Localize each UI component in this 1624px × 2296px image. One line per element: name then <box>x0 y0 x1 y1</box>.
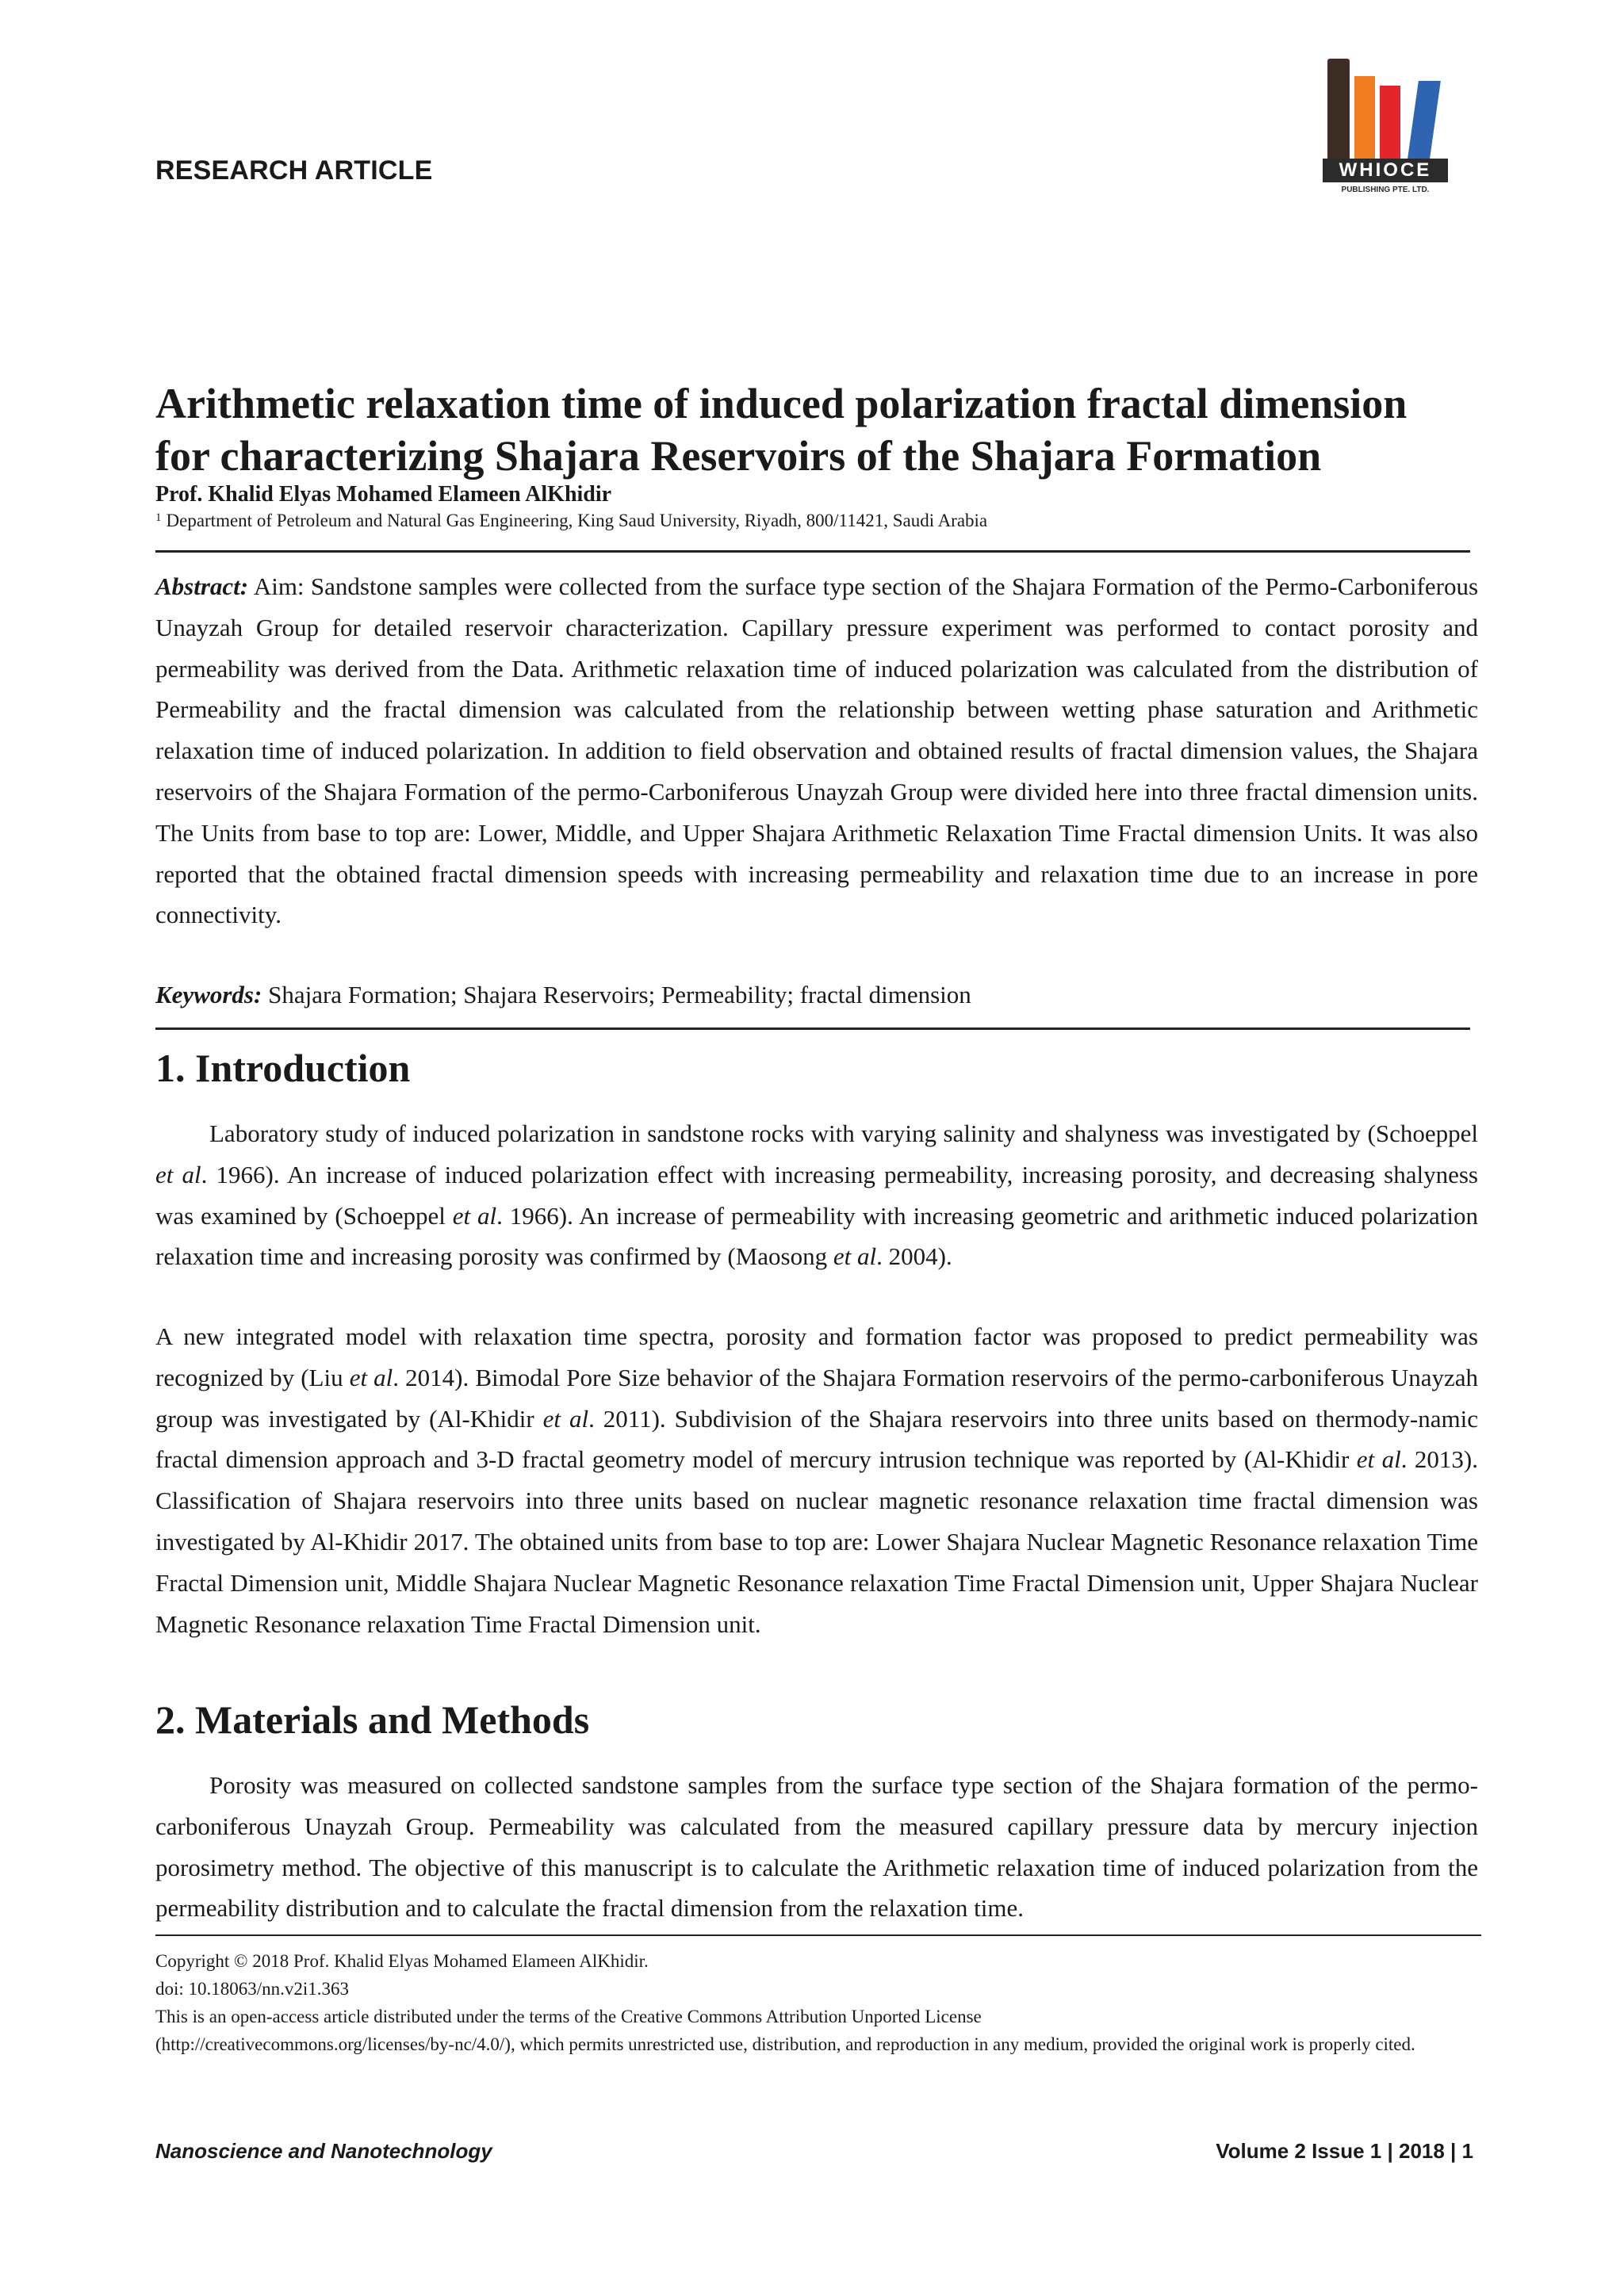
text-run: . 2014). Bimodal Pore Size behavior of the Shajara Formation reservoirs of the permo-carboniferous Unayzah group was investigated by (Al-Khidir <box>155 1363 1478 1433</box>
divider-footnote <box>155 1934 1481 1936</box>
introduction-paragraph-1 <box>155 1113 1478 1277</box>
abstract-lead: Abstract: <box>155 572 249 600</box>
keywords-text: Shajara Formation; Shajara Reservoirs; Permeability; fractal dimension <box>268 981 971 1008</box>
divider-keywords <box>155 1027 1470 1030</box>
footer-journal-name: Nanoscience and Nanotechnology <box>155 2139 492 2163</box>
citation-etal: et al <box>349 1363 393 1391</box>
article-type-label: RESEARCH ARTICLE <box>155 155 433 186</box>
abstract <box>155 566 1478 936</box>
license-line-1: This is an open-access article distributed under the terms of the Creative Commons Attribution Unported License <box>155 2007 982 2026</box>
copyright-footnote <box>155 1947 1481 2058</box>
text-run: . 2013). Classification of Shajara reservoirs into three units based on nuclear magnetic resonance relaxation time fractal dimension was investigated by Al-Khidir 2017. The obtained units from base to top are: Lower Shajara Nuclear Magnetic Resonance relaxation Time Fractal Dimension unit, Middle Shajara Nuclear Magnetic Resonance relaxation Time Fractal Dimension unit, Upper Shajara Nuclear Magnetic Resonance relaxation Time Fractal Dimension unit. <box>155 1445 1478 1638</box>
text-run: A new integrated model with relaxation time spectra, porosity and formation factor was proposed to predict permeability was recognized by (Liu <box>155 1322 1478 1391</box>
publisher-logo <box>1323 57 1450 200</box>
logo-wordmark: WHIOCE <box>1323 159 1448 182</box>
citation-etal: et al <box>833 1242 877 1271</box>
citation-etal: et al <box>155 1160 201 1188</box>
keywords <box>155 974 971 1015</box>
author-affiliation <box>155 511 987 531</box>
citation-etal: et al <box>1356 1445 1401 1474</box>
license-line-2: (http://creativecommons.org/licenses/by-nc/4.0/), which permits unrestricted use, distribution, and reproduction in any medium, provided the original work is properly cited. <box>155 2034 1415 2054</box>
methods-paragraph-1: Porosity was measured on collected sandstone samples from the surface type section of the Shajara formation of the permo-carboniferous Unayzah Group. Permeability was calculated from the measured capillary pressure data by mercury injection porosimetry method. The objective of this manuscript is to calculate the Arithmetic relaxation time of induced polarization from the permeability distribution and to calculate the fractal dimension from the relaxation time. <box>155 1771 1478 1923</box>
text-run: . 1966). An increase of permeability with increasing geometric and arithmetic induced polarization relaxation time and increasing porosity was confirmed by (Maosong <box>155 1201 1478 1271</box>
keywords-lead: Keywords: <box>155 981 262 1008</box>
affiliation-mark: 1 <box>155 511 162 524</box>
citation-etal: et al <box>452 1201 497 1230</box>
text-run: . 2004). <box>876 1242 952 1271</box>
section-heading-methods: 2. Materials and Methods <box>155 1697 590 1742</box>
text-run: . 1966). An increase of induced polarization effect with increasing permeability, increasing porosity, and decreasing shalyness was examined by (Schoeppel <box>155 1160 1478 1230</box>
section-heading-introduction: 1. Introduction <box>155 1046 411 1090</box>
divider-top <box>155 550 1470 553</box>
article-title <box>155 377 1496 482</box>
doi-line: doi: 10.18063/nn.v2i1.363 <box>155 1979 350 1999</box>
footer-issue-page: Volume 2 Issue 1 | 2018 | 1 <box>1216 2139 1473 2163</box>
affiliation-text: Department of Petroleum and Natural Gas Engineering, King Saud University, Riyadh, 800/11421, Saudi Arabia <box>166 511 988 530</box>
citation-etal: et al <box>542 1404 589 1433</box>
title-line-1: Arithmetic relaxation time of induced polarization fractal dimension <box>155 380 1408 427</box>
logo-tagline: PUBLISHING PTE. LTD. <box>1341 186 1430 194</box>
title-line-2: for characterizing Shajara Reservoirs of the Shajara Formation <box>155 432 1322 480</box>
text-run: . 2011). Subdivision of the Shajara reservoirs into three units based on thermody-namic fractal dimension approach and 3-D fractal geometry model of mercury intrusion technique was reported by (Al-Khidir <box>155 1404 1478 1474</box>
abstract-text: Aim: Sandstone samples were collected from the surface type section of the Shajara Formation of the Permo-Carboniferous Unayzah Group for detailed reservoir characterization. Capillary pressure experiment was performed to contact porosity and permeability was derived from the Data. Arithmetic relaxation time of induced polarization was calculated from the distribution of Permeability and the fractal dimension was calculated from the relationship between wetting phase saturation and Arithmetic relaxation time of induced polarization. In addition to field observation and obtained results of fractal dimension values, the Shajara reservoirs of the Shajara Formation of the permo-Carboniferous Unayzah Group were divided here into three fractal dimension units. The Units from base to top are: Lower, Middle, and Upper Shajara Arithmetic Relaxation Time Fractal dimension Units. It was also reported that the obtained fractal dimension speeds with increasing permeability and relaxation time due to an increase in pore connectivity. <box>155 572 1479 929</box>
introduction-paragraph-2 <box>155 1316 1478 1644</box>
author-name: Prof. Khalid Elyas Mohamed Elameen AlKhidir <box>155 482 612 507</box>
text-run: Laboratory study of induced polarization in sandstone rocks with varying salinity and shalyness was investigated by (Schoeppel <box>209 1119 1478 1147</box>
copyright-line: Copyright © 2018 Prof. Khalid Elyas Mohamed Elameen AlKhidir. <box>155 1951 649 1971</box>
